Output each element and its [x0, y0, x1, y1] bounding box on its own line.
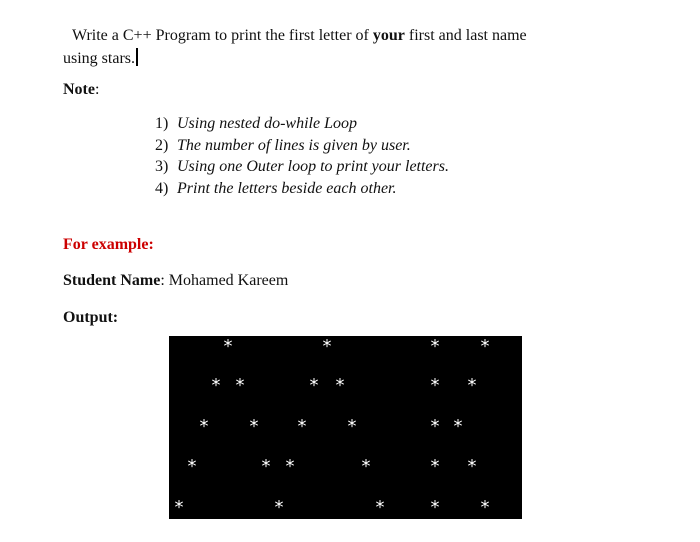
- task-line-2: [63, 48, 138, 69]
- star-char: *: [235, 375, 245, 396]
- star-char: *: [430, 336, 440, 357]
- note-colon: :: [94, 81, 100, 98]
- list-item-number: 4): [155, 179, 169, 197]
- text-cursor: [136, 48, 138, 66]
- list-item: [155, 178, 449, 200]
- star-char: *: [430, 375, 440, 396]
- star-char: *: [174, 497, 184, 518]
- list-item: [155, 135, 449, 157]
- note-label: Note: [63, 81, 95, 98]
- star-char: *: [322, 336, 332, 357]
- star-char: *: [480, 336, 490, 357]
- star-char: *: [223, 336, 233, 357]
- task-line-1: [72, 26, 527, 46]
- star-char: *: [297, 416, 307, 437]
- list-item-number: 2): [155, 136, 169, 154]
- list-item: [155, 113, 449, 135]
- star-char: *: [430, 416, 440, 437]
- star-char: *: [211, 375, 221, 396]
- star-char: *: [430, 497, 440, 518]
- list-item-number: 1): [155, 115, 169, 132]
- list-item: [155, 156, 449, 178]
- task-text-a: Write a C++ Program to print the first letter of: [72, 27, 373, 44]
- star-char: *: [199, 416, 209, 437]
- star-char: *: [430, 456, 440, 477]
- student-name-colon: :: [160, 272, 165, 289]
- list-item-text: Using nested do-while Loop: [177, 115, 357, 132]
- example-heading: For example:: [63, 236, 154, 253]
- student-name-line: [63, 271, 288, 291]
- output-label: Output: [63, 309, 113, 326]
- star-char: *: [467, 375, 477, 396]
- star-char: *: [347, 416, 357, 437]
- star-char: *: [480, 497, 490, 518]
- note-heading: [63, 80, 99, 100]
- star-char: *: [467, 456, 477, 477]
- console-output-screen: [169, 336, 522, 519]
- list-item-text: The number of lines is given by user.: [177, 136, 411, 154]
- star-char: *: [249, 416, 259, 437]
- output-colon: :: [112, 309, 119, 326]
- task-text-emphasis: your: [372, 27, 405, 44]
- student-name-label: Student Name: [63, 272, 161, 289]
- star-char: *: [285, 456, 295, 477]
- requirements-list: [155, 113, 449, 199]
- list-item-text: Print the letters beside each other.: [177, 179, 397, 197]
- task-text-c: using stars.: [63, 50, 135, 67]
- star-char: *: [309, 375, 319, 396]
- star-char: *: [453, 416, 463, 437]
- star-char: *: [261, 456, 271, 477]
- list-item-number: 3): [155, 158, 169, 175]
- star-char: *: [375, 497, 385, 518]
- star-char: *: [361, 456, 371, 477]
- task-text-b: first and last name: [404, 27, 527, 44]
- star-char: *: [335, 375, 345, 396]
- star-char: *: [187, 456, 197, 477]
- star-char: *: [274, 497, 284, 518]
- output-heading: [63, 308, 118, 328]
- list-item-text: Using one Outer loop to print your letters.: [177, 158, 449, 175]
- student-name-value: Mohamed Kareem: [168, 272, 289, 289]
